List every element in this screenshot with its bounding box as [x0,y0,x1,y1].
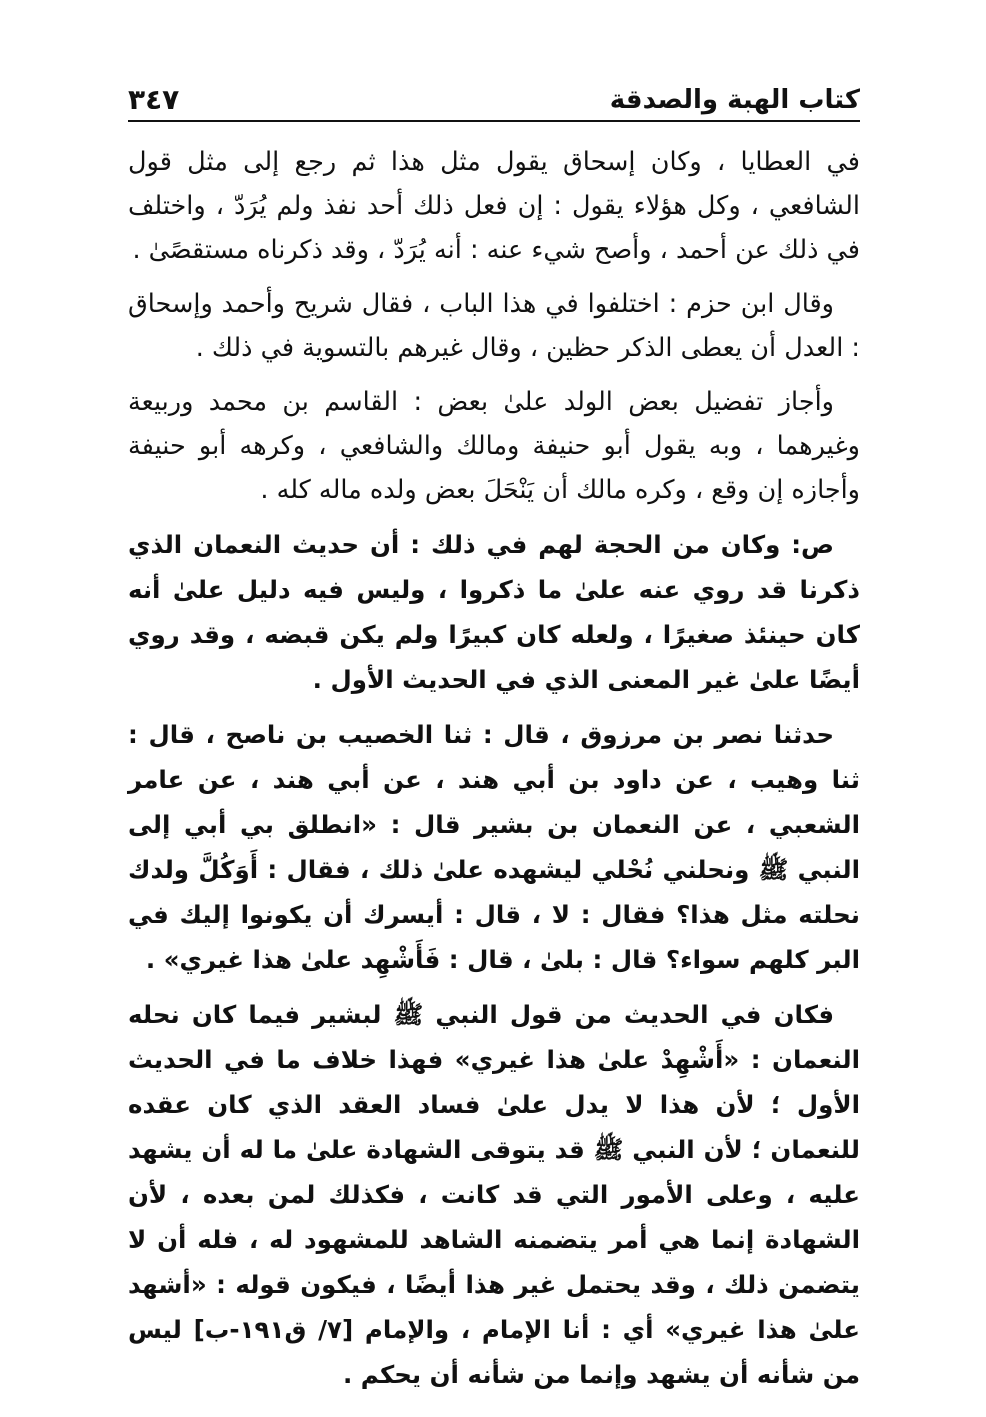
page-number: ٣٤٧ [128,83,180,116]
running-title: كتاب الهبة والصدقة [609,85,860,115]
book-page [128,78,861,1389]
paragraph-4: ص: وكان من الحجة لهم في ذلك : أن حديث النعمان الذي ذكرنا قد روي عنه علىٰ ما ذكروا ، وليس فيه دليل علىٰ أنه كان حينئذ صغيرًا ، ولعله كان كبيرًا ولم يكن قبضه ، وقد روي أيضًا علىٰ غير المعنى الذي في الحديث الأول . [128,530,860,694]
header-rule [128,120,860,122]
body-text [128,140,860,1397]
paragraph-1: في العطايا ، وكان إسحاق يقول مثل هذا ثم رجع إلى مثل قول الشافعي ، وكل هؤلاء يقول : إن فعل ذلك أحد نفذ ولم يُرَدّ ، واختلف في ذلك عن أحمد ، وأصح شيء عنه : أنه يُرَدّ ، وقد ذكرناه مستقصًىٰ . [128,147,860,265]
paragraph-3: وأجاز تفضيل بعض الولد علىٰ بعض : القاسم بن محمد وربيعة وغيرهما ، وبه يقول أبو حنيفة ومالك والشافعي ، وكرهه أبو حنيفة وأجازه إن وقع ، وكره مالك أن يَنْحَلَ بعض ولده ماله كله . [128,387,860,505]
paragraph-5: حدثنا نصر بن مرزوق ، قال : ثنا الخصيب بن ناصح ، قال : ثنا وهيب ، عن داود بن أبي هند ، عن أبي هند ، عن عامر الشعبي ، عن النعمان بن بشير قال : «انطلق بي أبي إلى النبي ﷺ ونحلني نُحْلي ليشهده علىٰ ذلك ، فقال : أَوَكُلَّ ولدك نحلته مثل هذا؟ فقال : لا ، قال : أيسرك أن يكونوا إليك في البر كلهم سواء؟ قال : بلىٰ ، قال : فَأَشْهِد علىٰ هذا غيري» . [128,720,860,974]
paragraph-2: وقال ابن حزم : اختلفوا في هذا الباب ، فقال شريح وأحمد وإسحاق : العدل أن يعطى الذكر حظين ، وقال غيرهم بالتسوية في ذلك . [128,289,860,363]
page-header [128,78,860,120]
paragraph-6: فكان في الحديث من قول النبي ﷺ لبشير فيما كان نحله النعمان : «أَشْهِدْ علىٰ هذا غيري» فهذا خلاف ما في الحديث الأول ؛ لأن هذا لا يدل علىٰ فساد العقد الذي كان عقده للنعمان ؛ لأن النبي ﷺ قد يتوقى الشهادة علىٰ ما له أن يشهد عليه ، وعلى الأمور التي قد كانت ، فكذلك لمن بعده ، لأن الشهادة إنما هي أمر يتضمنه الشاهد للمشهود له ، فله أن لا يتضمن ذلك ، وقد يحتمل غير هذا أيضًا ، فيكون قوله : «أشهد علىٰ هذا غيري» أي : أنا الإمام ، والإمام [٧/ ق١٩١-ب] ليس من شأنه أن يشهد وإنما من شأنه أن يحكم . [128,1000,861,1389]
